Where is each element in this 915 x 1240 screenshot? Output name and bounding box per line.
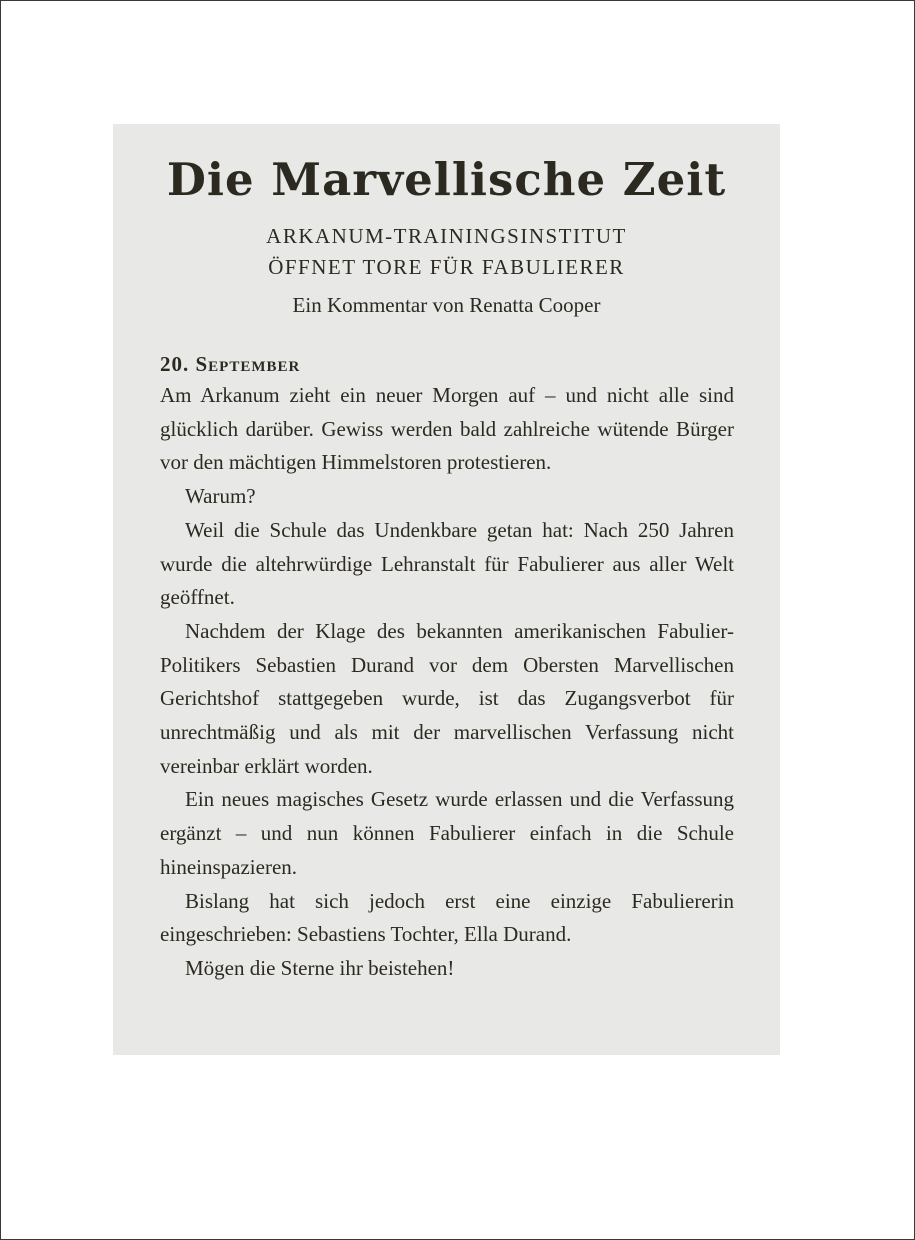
paragraph: Ein neues magisches Gesetz wurde erlassen und die Verfassung ergänzt – und nun können Fabulierer einfach in die Schule hineinspazieren. xyxy=(160,787,734,879)
newspaper-masthead: Die Marvellische Zeit xyxy=(166,153,727,206)
article-body xyxy=(160,349,734,986)
paragraph: Weil die Schule das Undenkbare getan hat: Nach 250 Jahren wurde die altehrwürdige Lehranstalt für Fabulierer aus aller Welt geöffnet. xyxy=(160,517,734,610)
paragraph: Mögen die Sterne ihr beistehen! xyxy=(185,955,455,980)
paragraph: Am Arkanum zieht ein neuer Morgen auf – und nicht alle sind glücklich darüber. Gewiss werden bald zahlreiche wütende Bürger vor den mächtigen Himmelstoren protestieren. xyxy=(160,383,734,475)
dateline: 20. September xyxy=(160,352,301,376)
headline xyxy=(113,221,780,283)
paragraph: Nachdem der Klage des bekannten amerikanischen Fabulier-Politikers Sebastien Durand vor dem Obersten Marvellischen Gerichtshof stattgegeben wurde, ist das Zugangsverbot für unrechtmäßig und als mit der marvellischen Verfassung nicht vereinbar erklärt worden. xyxy=(160,618,734,778)
article-panel xyxy=(113,124,780,1055)
headline-line-2: ÖFFNET TORE FÜR FABULIERER xyxy=(268,255,625,279)
headline-line-1: ARKANUM-TRAININGSINSTITUT xyxy=(266,224,627,248)
byline: Ein Kommentar von Renatta Cooper xyxy=(292,293,601,317)
paragraph: Warum? xyxy=(185,484,256,509)
paragraph: Bislang hat sich jedoch erst eine einzige Fabuliererin eingeschrieben: Sebastiens Tochter, Ella Durand. xyxy=(160,888,734,947)
